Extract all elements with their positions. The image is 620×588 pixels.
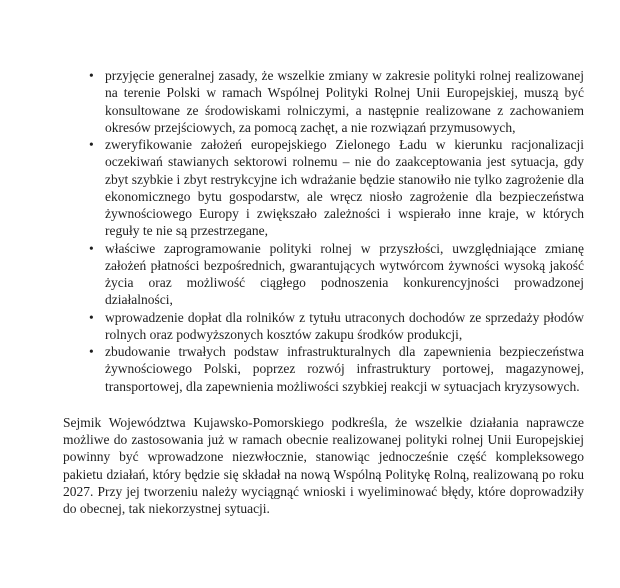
bullet-icon: • bbox=[89, 309, 94, 325]
bullet-icon: • bbox=[89, 240, 94, 256]
bullet-icon: • bbox=[89, 344, 94, 359]
bullet-text: przyjęcie generalnej zasady, że wszelkie zmiany w zakresie polityki rolnej realizowanej na terenie Polski w ramach Wspólnej Polityki Rolnej Unii Europejskiej, muszą być konsultowane ze środowiskami rolniczymi, a następnie realizowane z zachowaniem okresów przejściowych, za pomocą zachęt, a nie rozwiązań przymusowych, bbox=[105, 68, 584, 135]
bullet-icon: • bbox=[89, 137, 94, 152]
bullet-icon: • bbox=[89, 68, 94, 83]
document-content bbox=[63, 67, 584, 517]
bullet-text: zweryfikowanie założeń europejskiego Zielonego Ładu w kierunku racjonalizacji oczekiwań stawianych sektorowi rolnemu – nie do zaakceptowania jest sytuacja, gdy zbyt szybkie i zbyt restrykcyjne ich wdrażanie będzie stanowiło nie tylko zagrożenie dla ekonomicznego bytu gospodarstw, ale wręcz niosło zagrożenie dla bezpieczeństwa żywnościowego Europy i zwiększało zależności i wspierało inne kraje, w których reguły te nie są przestrzegane, bbox=[105, 137, 584, 239]
list-item bbox=[89, 343, 584, 395]
list-item bbox=[89, 136, 584, 240]
list-item bbox=[89, 67, 584, 136]
bullet-text: właściwe zaprogramowanie polityki rolnej w przyszłości, uwzględniające zmianę założeń płatności bezpośrednich, gwarantujących wytwórcom żywności wysoką jakość życia oraz możliwość ciągłego podnoszenia konkurencyjności prowadzonej działalności, bbox=[105, 240, 584, 308]
list-item bbox=[89, 240, 584, 309]
list-item bbox=[89, 309, 584, 344]
bullet-text: wprowadzenie dopłat dla rolników z tytułu utraconych dochodów ze sprzedaży płodów rolnych oraz podwyższonych kosztów zakupu środków produkcji, bbox=[105, 309, 584, 342]
closing-paragraph: Sejmik Województwa Kujawsko-Pomorskiego podkreśla, że wszelkie działania naprawcze możliwe do zastosowania już w ramach obecnie realizowanej polityki rolnej Unii Europejskiej powinny być wprowadzone niezwłocznie, stanowiąc jednocześnie część kompleksowego pakietu działań, który będzie się składał na nową Wspólną Politykę Rolną, realizowaną po roku 2027. Przy jej tworzeniu należy wyciągnąć wnioski i wyeliminować błędy, które doprowadziły do obecnej, tak niekorzystnej sytuacji. bbox=[63, 414, 584, 516]
bullet-list bbox=[63, 67, 584, 395]
bullet-text: zbudowanie trwałych podstaw infrastrukturalnych dla zapewnienia bezpieczeństwa żywnościowego Polski, poprzez rozwój infrastruktury portowej, magazynowej, transportowej, dla zapewnienia możliwości szybkiej reakcji w sytuacjach kryzysowych. bbox=[105, 344, 584, 394]
